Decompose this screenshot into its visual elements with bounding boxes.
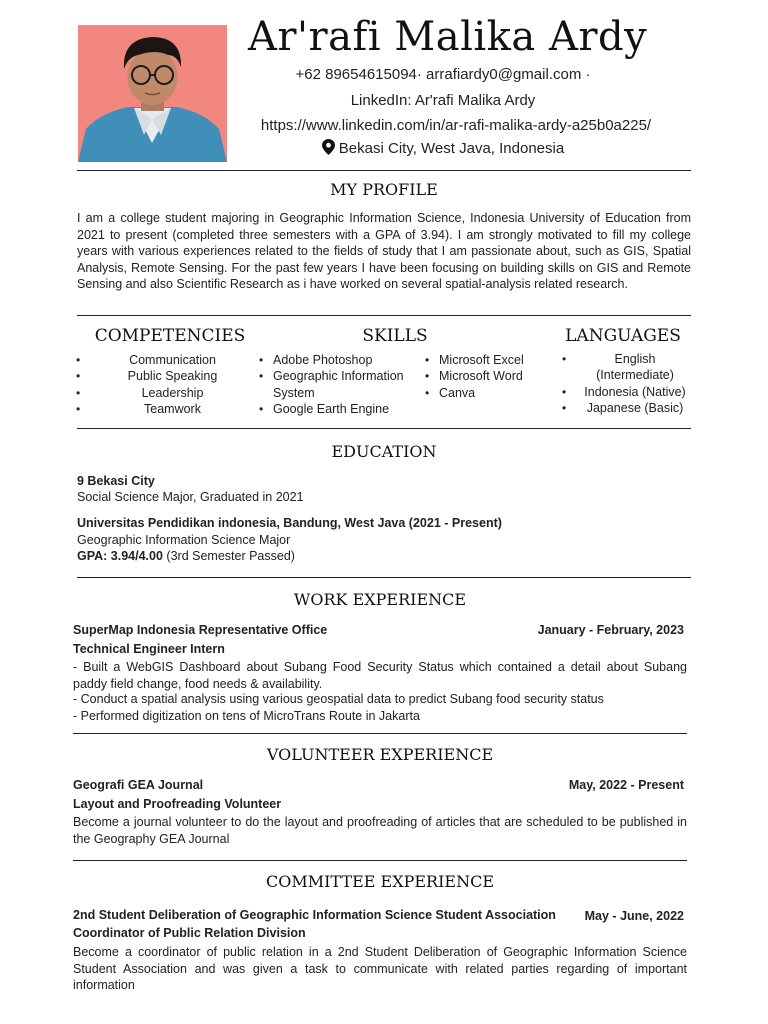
profile-text: I am a college student majoring in Geographic Information Science, Indonesia University of Education from 2021 to present (completed three semesters with a GPA of 3.94). I am strongly motivated to fill my college years with various experiences related to the fields of study that I am passionate about, such as GIS, Spatial Analysis, Remote Sensing. For the past few years I have been focusing on building skills on GIS and Remote Sensing and also Scientific Research as i have worked on several spatial-analysis related research. [77, 211, 691, 291]
education-section-title: EDUCATION [331, 442, 437, 461]
work-section-title: WORK EXPERIENCE [293, 590, 467, 609]
work-date: January - February, 2023 [537, 623, 684, 637]
contact-phone-email: +62 89654615094· arrafiardy0@gmail.com · [295, 66, 591, 83]
list-item: • Public Speaking [90, 368, 255, 384]
committee-role: Coordinator of Public Relation Division [73, 926, 306, 940]
divider [77, 170, 691, 171]
skills-list-1 [273, 352, 418, 417]
school-1-detail: Social Science Major, Graduated in 2021 [77, 490, 304, 504]
volunteer-role: Layout and Proofreading Volunteer [73, 797, 282, 811]
contact-linkedin-url: https://www.linkedin.com/in/ar-rafi-malika-ardy-a25b0a225/ [260, 117, 652, 134]
list-item: • Canva [439, 385, 549, 401]
work-bullet-2: - Conduct a spatial analysis using various geospatial data to predict Subang food security status [73, 692, 604, 706]
committee-organization: 2nd Student Deliberation of Geographic Information Science Student Association [73, 908, 556, 922]
list-item: • Indonesia (Native) [576, 384, 694, 400]
location-text: Bekasi City, West Java, Indonesia [338, 140, 565, 157]
divider [73, 860, 687, 861]
list-item: • Microsoft Word [439, 368, 549, 384]
list-item: • Adobe Photoshop [273, 352, 418, 368]
committee-date: May - June, 2022 [584, 909, 684, 923]
list-item: • Leadership [90, 385, 255, 401]
work-organization: SuperMap Indonesia Representative Office [73, 623, 328, 637]
map-pin-icon [322, 139, 335, 155]
languages-list [576, 351, 694, 416]
list-item: • Japanese (Basic) [576, 400, 694, 416]
gpa-note: (3rd Semester Passed) [162, 549, 295, 563]
profile-photo [78, 25, 227, 162]
skills-list-2 [439, 352, 549, 401]
contact-linkedin-name: LinkedIn: Ar'rafi Malika Ardy [350, 92, 536, 109]
skills-title: SKILLS [362, 326, 428, 346]
work-bullet-1: - Built a WebGIS Dashboard about Subang Food Security Status which contained a detail about Subang paddy field change, food needs & availability. [73, 660, 687, 691]
list-item: • Communication [90, 352, 255, 368]
list-item: • English (Intermediate) [576, 351, 694, 384]
divider [77, 428, 691, 429]
volunteer-section-title: VOLUNTEER EXPERIENCE [266, 745, 494, 764]
divider [77, 315, 691, 316]
profile-section-title: MY PROFILE [330, 180, 438, 199]
competencies-list [90, 352, 255, 417]
work-bullet-3: - Performed digitization on tens of MicroTrans Route in Jakarta [73, 709, 420, 723]
divider [77, 577, 691, 578]
divider [73, 733, 687, 734]
competencies-title: COMPETENCIES [94, 326, 246, 346]
volunteer-text: Become a journal volunteer to do the layout and proofreading of articles that are scheduled to be published in the Geography GEA Journal [73, 815, 687, 846]
list-item: • Google Earth Engine [273, 401, 418, 417]
candidate-name: Ar'rafi Malika Ardy [248, 14, 648, 60]
list-item: • Teamwork [90, 401, 255, 417]
volunteer-date: May, 2022 - Present [568, 778, 684, 792]
contact-location [248, 139, 638, 157]
work-role: Technical Engineer Intern [73, 642, 225, 656]
person-portrait-icon [78, 25, 227, 162]
school-1-name: 9 Bekasi City [77, 474, 155, 488]
list-item: • Microsoft Excel [439, 352, 549, 368]
list-item: • Geographic Information System [273, 368, 418, 401]
committee-section-title: COMMITTEE EXPERIENCE [265, 872, 494, 891]
volunteer-organization: Geografi GEA Journal [73, 778, 204, 792]
school-2-gpa [77, 548, 295, 564]
languages-title: LANGUAGES [565, 326, 681, 346]
committee-text: Become a coordinator of public relation in a 2nd Student Deliberation of Geographic Information Science Student Association and was given a task to communicate with related parties regarding of important information [73, 945, 687, 992]
school-2-name: Universitas Pendidikan indonesia, Bandung, West Java (2021 - Present) [77, 516, 502, 530]
gpa-value: GPA: 3.94/4.00 [77, 549, 163, 563]
school-2-major: Geographic Information Science Major [77, 533, 291, 547]
